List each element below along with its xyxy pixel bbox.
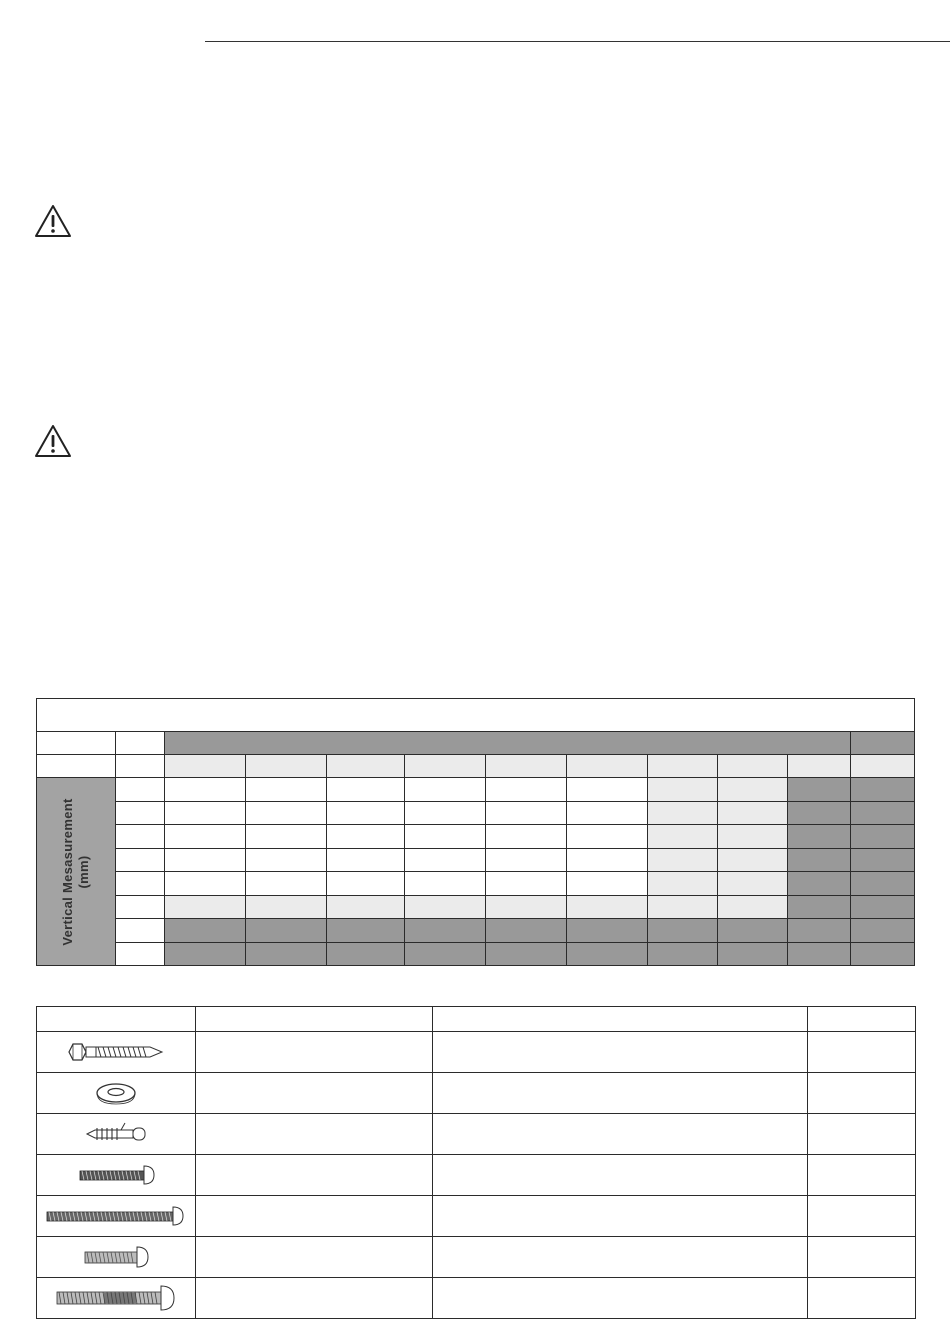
grid-row — [37, 801, 915, 824]
grid-column-header — [718, 755, 788, 778]
grid-cell — [788, 942, 851, 965]
grid-header-row-1 — [37, 731, 915, 754]
grid-cell — [567, 848, 648, 871]
grid-cell — [851, 872, 915, 895]
vertical-measurement-label-cell — [37, 778, 116, 966]
grid-column-header — [567, 755, 648, 778]
grid-row-header — [116, 942, 165, 965]
grid-cell — [405, 942, 486, 965]
grid-cell — [718, 872, 788, 895]
grid-row-header — [116, 895, 165, 918]
grid-cell — [718, 895, 788, 918]
hardware-row — [37, 1155, 916, 1196]
grid-cell — [486, 801, 567, 824]
hardware-icon-cell — [37, 1155, 196, 1196]
grid-corner-cell — [37, 731, 116, 754]
grid-cell — [851, 942, 915, 965]
hardware-cell — [808, 1278, 916, 1319]
washer-icon — [92, 1080, 140, 1106]
grid-cell — [567, 895, 648, 918]
grid-cell — [327, 801, 405, 824]
hardware-table — [36, 1006, 916, 1319]
hardware-row — [37, 1073, 916, 1114]
grid-header-row-2 — [37, 755, 915, 778]
grid-row-header — [116, 801, 165, 824]
grid-cell — [567, 778, 648, 801]
grid-cell — [165, 872, 246, 895]
grid-row-header — [116, 872, 165, 895]
grid-cell — [246, 778, 327, 801]
hardware-cell — [433, 1196, 808, 1237]
grid-cell — [648, 872, 718, 895]
hardware-cell — [433, 1114, 808, 1155]
grid-cell — [165, 778, 246, 801]
grid-cell — [851, 895, 915, 918]
grid-cell — [165, 942, 246, 965]
grid-row-header — [116, 825, 165, 848]
grid-cell — [165, 825, 246, 848]
grid-cell — [648, 919, 718, 942]
grid-column-header — [405, 755, 486, 778]
grid-column-header — [486, 755, 567, 778]
grid-cell — [567, 872, 648, 895]
grid-cell — [327, 848, 405, 871]
grid-column-header — [165, 755, 246, 778]
grid-cell — [788, 825, 851, 848]
grid-cell — [246, 919, 327, 942]
grid-cell — [851, 825, 915, 848]
grid-cell — [648, 778, 718, 801]
hardware-cell — [196, 1114, 433, 1155]
grid-cell — [327, 895, 405, 918]
grid-cell — [718, 848, 788, 871]
hardware-cell — [808, 1114, 916, 1155]
grid-cell — [486, 778, 567, 801]
grid-row — [37, 778, 915, 801]
hardware-cell — [808, 1073, 916, 1114]
hardware-icon-cell — [37, 1073, 196, 1114]
hardware-cell — [433, 1073, 808, 1114]
grid-column-header — [648, 755, 718, 778]
grid-cell — [405, 895, 486, 918]
hardware-cell — [808, 1155, 916, 1196]
grid-cell — [788, 919, 851, 942]
hardware-icon-cell — [37, 1196, 196, 1237]
hardware-cell — [196, 1032, 433, 1073]
grid-cell — [327, 778, 405, 801]
hardware-row — [37, 1237, 916, 1278]
grid-cell — [718, 778, 788, 801]
grid-cell — [567, 825, 648, 848]
grid-row — [37, 919, 915, 942]
lag-bolt-icon — [66, 1039, 166, 1065]
grid-cell — [405, 919, 486, 942]
grid-cell — [718, 801, 788, 824]
grid-cell — [405, 825, 486, 848]
grid-cell — [788, 801, 851, 824]
grid-column-header — [246, 755, 327, 778]
wall-anchor-icon — [81, 1121, 151, 1147]
hardware-cell — [808, 1032, 916, 1073]
grid-row — [37, 848, 915, 871]
hardware-icon-cell — [37, 1114, 196, 1155]
grid-column-header — [851, 755, 915, 778]
hardware-cell — [196, 1155, 433, 1196]
hardware-row — [37, 1114, 916, 1155]
hardware-header-cell — [37, 1007, 196, 1032]
hardware-cell — [196, 1196, 433, 1237]
grid-cell — [405, 801, 486, 824]
hardware-cell — [433, 1032, 808, 1073]
hardware-cell — [808, 1196, 916, 1237]
hardware-row — [37, 1032, 916, 1073]
grid-cell — [567, 801, 648, 824]
grid-cell — [851, 919, 915, 942]
grid-cell — [718, 942, 788, 965]
grid-row — [37, 872, 915, 895]
grid-cell — [718, 825, 788, 848]
grid-body — [37, 778, 915, 966]
grid-cell — [165, 848, 246, 871]
grid-cell — [165, 801, 246, 824]
grid-cell — [718, 919, 788, 942]
grid-group-header — [851, 731, 915, 754]
warning-icon — [34, 424, 72, 458]
hardware-icon-cell — [37, 1278, 196, 1319]
grid-corner-cell — [116, 731, 165, 754]
grid-cell — [405, 778, 486, 801]
hardware-icon-cell — [37, 1237, 196, 1278]
grid-cell — [788, 778, 851, 801]
grid-cell — [788, 848, 851, 871]
grid-caption-row — [37, 699, 915, 732]
grid-cell — [327, 872, 405, 895]
fine-thread-screw-icon — [82, 1244, 150, 1270]
grid-cell — [567, 942, 648, 965]
grid-cell — [567, 919, 648, 942]
grid-cell — [327, 919, 405, 942]
grid-cell — [327, 942, 405, 965]
grid-cell — [165, 895, 246, 918]
hardware-cell — [433, 1278, 808, 1319]
grid-column-header — [327, 755, 405, 778]
long-fine-thread-screw-icon — [54, 1283, 178, 1313]
grid-cell — [851, 848, 915, 871]
hardware-header-cell — [433, 1007, 808, 1032]
hardware-row — [37, 1196, 916, 1237]
grid-caption-cell — [37, 699, 915, 732]
hardware-header-cell — [808, 1007, 916, 1032]
grid-cell — [486, 825, 567, 848]
grid-cell — [405, 848, 486, 871]
grid-cell — [788, 895, 851, 918]
hardware-cell — [196, 1278, 433, 1319]
grid-cell — [246, 848, 327, 871]
grid-corner-cell — [37, 755, 116, 778]
grid-cell — [648, 801, 718, 824]
hardware-cell — [808, 1237, 916, 1278]
grid-row — [37, 825, 915, 848]
grid-cell — [246, 895, 327, 918]
hardware-row — [37, 1278, 916, 1319]
grid-row-header — [116, 848, 165, 871]
grid-row — [37, 895, 915, 918]
grid-row-header — [116, 778, 165, 801]
vertical-measurement-label — [60, 798, 92, 945]
hardware-cell — [433, 1237, 808, 1278]
grid-cell — [165, 919, 246, 942]
hardware-cell — [196, 1237, 433, 1278]
grid-cell — [851, 778, 915, 801]
grid-cell — [246, 872, 327, 895]
grid-cell — [788, 872, 851, 895]
grid-cell — [327, 825, 405, 848]
grid-cell — [648, 825, 718, 848]
grid-cell — [405, 872, 486, 895]
grid-cell — [486, 848, 567, 871]
short-machine-screw-icon — [76, 1162, 156, 1188]
grid-cell — [246, 942, 327, 965]
vertical-label-unit: (mm) — [76, 855, 91, 889]
grid-cell — [486, 872, 567, 895]
grid-cell — [648, 848, 718, 871]
grid-row — [37, 942, 915, 965]
grid-cell — [851, 801, 915, 824]
grid-cell — [246, 801, 327, 824]
hardware-cell — [196, 1073, 433, 1114]
grid-cell — [486, 919, 567, 942]
hardware-header-cell — [196, 1007, 433, 1032]
grid-column-header — [788, 755, 851, 778]
hardware-icon-cell — [37, 1032, 196, 1073]
hardware-header-row — [37, 1007, 916, 1032]
header-rule — [205, 41, 950, 42]
grid-cell — [486, 942, 567, 965]
vertical-label-line: Vertical Mesasurement — [60, 798, 75, 946]
grid-row-header — [116, 919, 165, 942]
grid-cell — [486, 895, 567, 918]
compatibility-grid — [36, 698, 915, 966]
grid-cell — [648, 895, 718, 918]
grid-corner-cell — [116, 755, 165, 778]
grid-group-header — [165, 731, 851, 754]
long-machine-screw-icon — [45, 1203, 187, 1229]
hardware-cell — [433, 1155, 808, 1196]
grid-cell — [246, 825, 327, 848]
warning-icon — [34, 204, 72, 238]
grid-cell — [648, 942, 718, 965]
